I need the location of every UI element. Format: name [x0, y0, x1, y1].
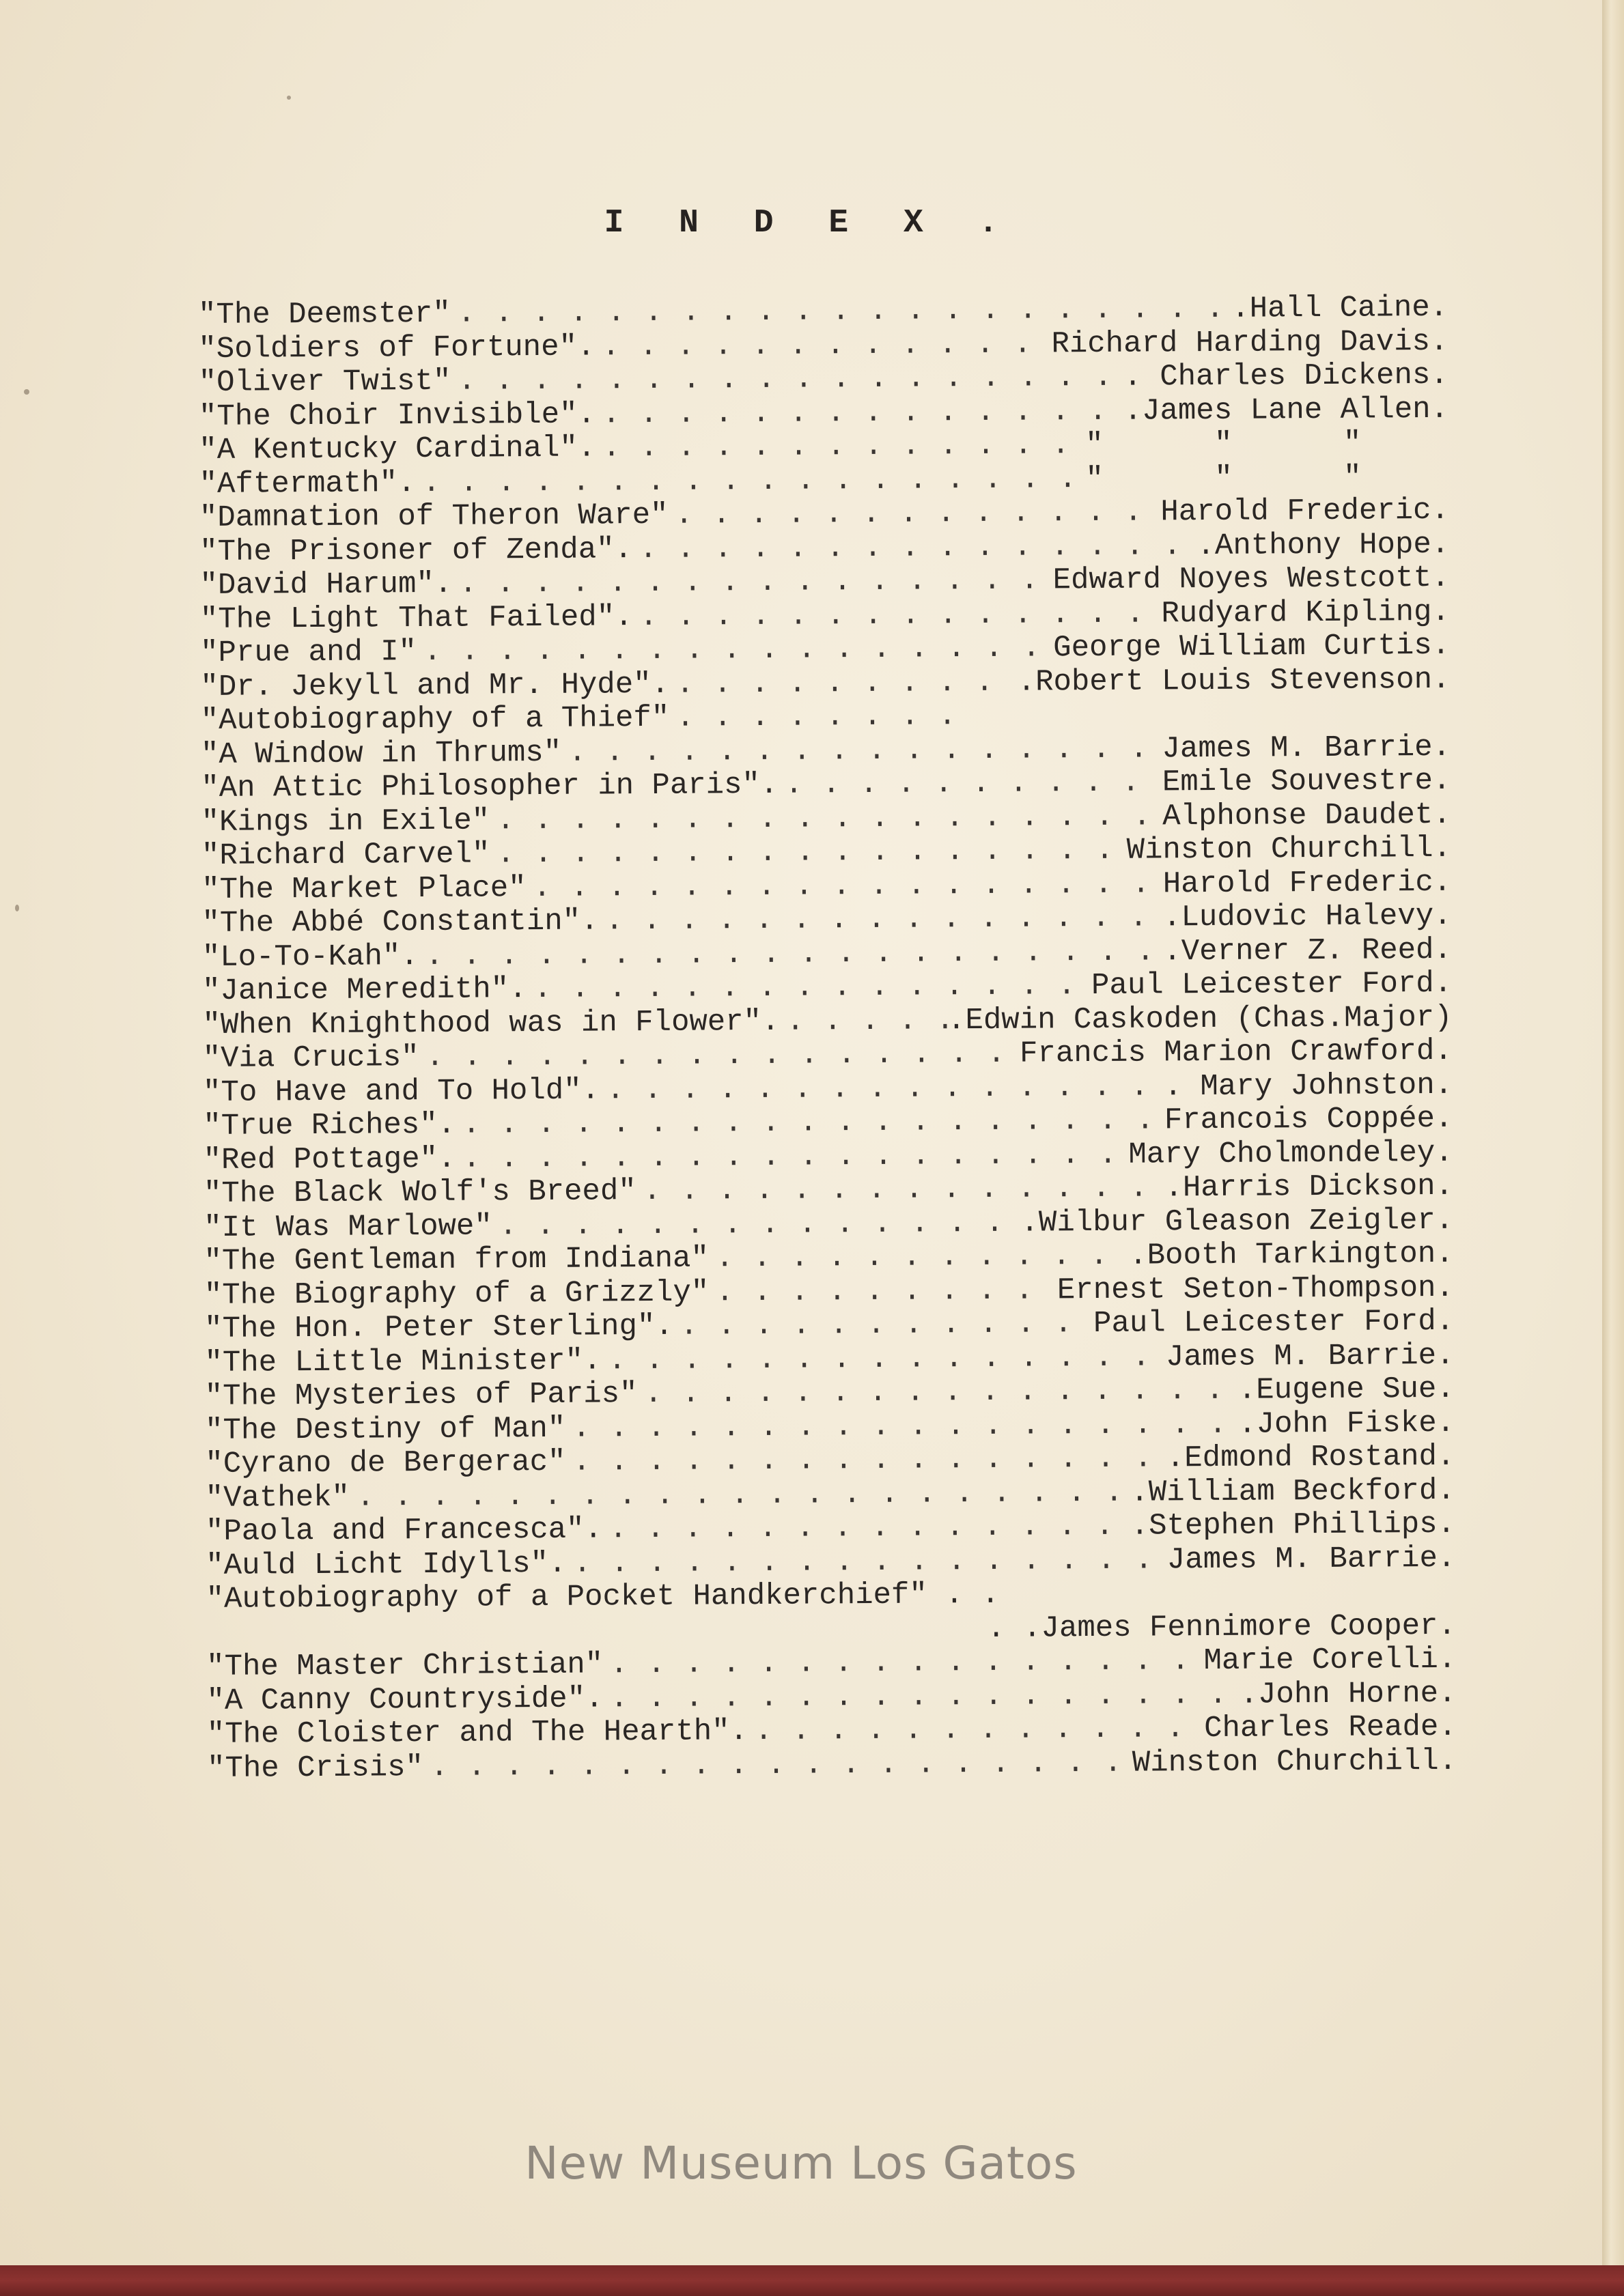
dot-leader: [419, 1038, 1020, 1075]
book-cover-edge: [0, 2265, 1624, 2296]
entry-title: "To Have and To Hold".: [202, 1073, 600, 1110]
entry-author: James M. Barrie.: [1165, 1338, 1455, 1374]
dot-leader: [779, 1004, 947, 1039]
entry-title: "Prue and I": [200, 635, 417, 670]
dot-leader: [561, 733, 1162, 770]
entry-author: Harold Frederic.: [1160, 493, 1450, 530]
entry-title: "Soldiers of Fortune".: [198, 329, 596, 367]
entry-author: .Verner Z. Reed.: [1163, 933, 1453, 969]
paper-speck: [24, 389, 29, 395]
entry-author: Francis Marion Crawford.: [1019, 1034, 1453, 1071]
entry-title: "Dr. Jekyll and Mr. Hyde".: [200, 667, 670, 705]
entry-title: "The Mysteries of Paris": [204, 1377, 638, 1414]
dot-leader: [778, 766, 1162, 802]
dot-leader: [598, 901, 1163, 939]
entry-author: Edward Noyes Westcott.: [1052, 561, 1450, 598]
entry-author: . Charles Dickens.: [1123, 358, 1448, 395]
entry-title: "It Was Marlowe": [204, 1208, 492, 1245]
entry-title: "Damnation of Theron Ware": [199, 498, 669, 535]
entry-author: .Wilbur Gleason Zeigler.: [1020, 1203, 1454, 1241]
entry-author: . Mary Johnston.: [1164, 1068, 1453, 1104]
entry-title: "Kings in Exile": [201, 803, 490, 840]
entry-author: Ernest Seton-Thompson.: [1056, 1271, 1455, 1307]
entry-author: Alphonse Daudet.: [1162, 797, 1451, 834]
entry-author: Winston Churchill.: [1126, 831, 1452, 868]
entry-author: Paul Leicester Ford.: [1093, 1304, 1455, 1342]
entry-author: .Booth Tarkington.: [1129, 1236, 1454, 1273]
entry-author: .Eugene Sue.: [1237, 1372, 1455, 1408]
entry-author: Rudyard Kipling.: [1161, 595, 1450, 631]
page-edge: [1602, 0, 1624, 2296]
entry-author: .Robert Louis Stevenson.: [1017, 662, 1451, 700]
dot-leader: [452, 564, 1053, 601]
dot-leader: [565, 1442, 1166, 1479]
entry-author: .Anthony Hope.: [1196, 527, 1450, 563]
entry-author: .John Horne.: [1240, 1676, 1457, 1712]
dot-leader: [419, 935, 1164, 974]
index-entries: [198, 292, 1457, 1786]
entry-title: "Via Crucis": [202, 1040, 419, 1076]
entry-author: Harold Frederic.: [1162, 865, 1452, 901]
dot-leader: [350, 1476, 1131, 1514]
entry-title: "The Little Minister".: [204, 1343, 602, 1380]
entry-title: "The Cloister and The Hearth".: [206, 1714, 748, 1752]
dot-leader: [669, 700, 979, 735]
watermark: New Museum Los Gatos: [524, 2137, 1078, 2189]
dot-leader: [490, 800, 1162, 838]
dot-leader: [417, 632, 1054, 669]
entry-title: "When Knighthood was in Flower".: [202, 1004, 780, 1043]
entry-title: "True Riches".: [203, 1107, 456, 1144]
dot-leader: [709, 1240, 1130, 1276]
index-entry: [200, 663, 1450, 705]
entry-author: .Edwin Caskoden (Chas.Major): [947, 1000, 1453, 1038]
dot-leader: [451, 293, 1232, 331]
dot-leader: [423, 1746, 1132, 1785]
entry-author: . .James Fennimore Cooper.: [987, 1608, 1457, 1646]
entry-title: "A Canny Countryside".: [206, 1681, 604, 1718]
dot-leader: [668, 496, 1160, 533]
dot-leader: [526, 868, 1163, 905]
entry-author-ditto: " " ": [1085, 426, 1408, 463]
entry-author: James M. Barrie.: [1166, 1541, 1456, 1577]
dot-leader: [602, 1510, 1131, 1547]
entry-title: "The Choir Invisible".: [198, 397, 596, 434]
entry-title: "An Attic Philosopher in Paris".: [201, 767, 779, 806]
dot-leader: [603, 1645, 1204, 1682]
entry-title: "Vathek": [205, 1480, 350, 1516]
dot-leader: [601, 1341, 1166, 1378]
entry-author: Emile Souvestre.: [1162, 763, 1451, 800]
entry-title: "Oliver Twist": [198, 364, 451, 400]
entry-title: "Aftermath".: [199, 466, 416, 502]
dot-leader: [637, 1374, 1238, 1412]
dot-leader: [451, 361, 1123, 399]
dot-leader: [566, 1544, 1167, 1581]
entry-title: "The Crisis": [206, 1750, 424, 1786]
entry-title: "A Window in Thrums": [200, 735, 562, 772]
entry-title: "The Biography of a Grizzly": [204, 1275, 710, 1313]
dot-leader: [415, 463, 1085, 500]
entry-author: .William Beckford.: [1130, 1473, 1455, 1510]
entry-title: "Paola and Francesca".: [205, 1512, 603, 1549]
dot-leader: [748, 1712, 1204, 1749]
dot-leader: [527, 969, 1091, 1007]
dot-leader: [596, 429, 1085, 466]
entry-author: Richard Harding Davis.: [1051, 324, 1448, 361]
entry-title: "Lo-To-Kah".: [201, 939, 419, 975]
entry-title: "Auld Licht Idylls".: [206, 1546, 567, 1583]
entry-author-ditto: " " ": [1085, 459, 1408, 496]
entry-title: "Red Pottage".: [203, 1142, 456, 1178]
entry-title: "David Harum".: [199, 567, 453, 603]
entry-author: .James Lane Allen.: [1123, 392, 1449, 429]
entry-title: "Richard Carvel": [201, 837, 490, 873]
entry-author: Winston Churchill.: [1132, 1744, 1457, 1781]
entry-title: "The Gentleman from Indiana": [204, 1241, 710, 1279]
entry-title: "The Master Christian": [206, 1647, 604, 1684]
entry-author: Marie Corelli.: [1203, 1642, 1457, 1679]
dot-leader: [600, 1071, 1164, 1108]
entry-author: .Edmond Rostand.: [1166, 1439, 1455, 1476]
entry-title: "The Deemster": [197, 296, 451, 332]
dot-leader: [595, 328, 1051, 365]
paper-speck: [15, 905, 19, 911]
entry-author: Francois Coppée.: [1164, 1101, 1453, 1138]
index-entry: [201, 700, 979, 738]
entry-author: .John Fiske.: [1238, 1406, 1455, 1442]
entry-author: James M. Barrie.: [1162, 730, 1451, 766]
dot-leader: [632, 530, 1197, 567]
paper-speck: [287, 96, 291, 100]
entry-author: .Stephen Phillips.: [1130, 1507, 1456, 1544]
dot-leader: [673, 1307, 1094, 1344]
entry-author: .Hall Caine.: [1231, 290, 1448, 326]
entry-author: .Harris Dickson.: [1164, 1169, 1454, 1206]
entry-title: "Autobiography of a Thief": [200, 700, 670, 738]
dot-leader: [709, 1274, 1057, 1310]
entry-title: "Autobiography of a Pocket Handkerchief" . .: [206, 1577, 1000, 1617]
entry-author: Charles Reade.: [1203, 1710, 1457, 1746]
entry-title: "Cyrano de Bergerac": [205, 1445, 566, 1482]
dot-leader: [490, 834, 1127, 872]
entry-title: "Janice Meredith".: [202, 972, 527, 1008]
index-entry: [207, 1744, 1457, 1786]
entry-title: "The Prisoner of Zenda".: [199, 532, 633, 569]
dot-leader: [456, 1138, 1128, 1176]
dot-leader: [636, 1172, 1165, 1208]
entry-author: .Ludovic Halevy.: [1162, 898, 1452, 935]
entry-title: "The Abbé Constantin".: [201, 904, 599, 941]
dot-leader: [669, 666, 1018, 702]
entry-title: "The Light That Failed".: [199, 599, 633, 637]
dot-leader: [492, 1206, 1021, 1243]
dot-leader: [565, 1408, 1238, 1446]
entry-title: "The Hon. Peter Sterling".: [204, 1309, 673, 1346]
entry-author: George William Curtis.: [1053, 628, 1451, 666]
dot-leader: [603, 1678, 1240, 1716]
entry-title: "The Black Wolf's Breed": [203, 1174, 636, 1211]
entry-title: "A Kentucky Cardinal".: [199, 431, 596, 468]
dot-leader: [632, 597, 1161, 634]
entry-title: "The Destiny of Man": [204, 1411, 566, 1448]
dot-leader: [596, 395, 1124, 431]
entry-author: Mary Cholmondeley.: [1128, 1135, 1453, 1172]
index-heading: I N D E X .: [604, 205, 1016, 242]
dot-leader: [456, 1104, 1164, 1142]
entry-title: "The Market Place": [201, 870, 527, 907]
entry-author: Paul Leicester Ford.: [1091, 966, 1453, 1004]
